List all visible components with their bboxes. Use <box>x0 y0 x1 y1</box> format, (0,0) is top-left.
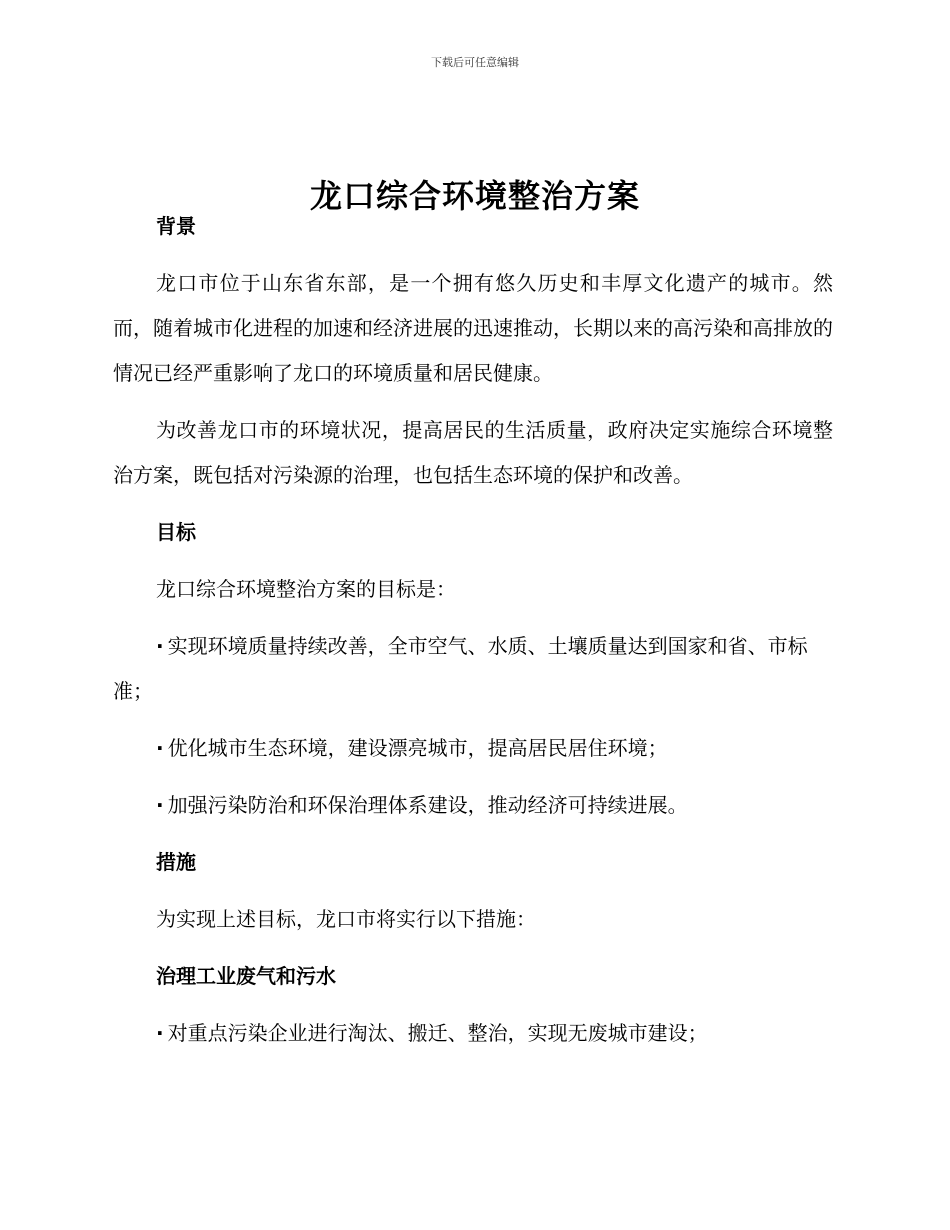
section-heading-measures: 措施 <box>156 850 196 874</box>
measure-bullet-text: 对重点污染企业进行淘汰、搬迁、整治，实现无废城市建设； <box>167 1021 708 1045</box>
bullet-symbol: · <box>156 793 164 817</box>
goal-bullet-text: 加强污染防治和环保治理体系建设，推动经济可持续进展。 <box>167 793 688 817</box>
goal-bullet-text: 实现环境质量持续改善，全市空气、水质、土壤质量达到国家和省、市标准； <box>113 634 808 703</box>
background-paragraph-1: 龙口市位于山东省东部，是一个拥有悠久历史和丰厚文化遗产的城市。然而，随着城市化进程的加速和经济进展的迅速推动，长期以来的高污染和高排放的情况已经严重影响了龙口的环境质量和居民健康。 <box>113 271 833 385</box>
goal-bullet-item <box>113 624 833 714</box>
measures-intro: 为实现上述目标，龙口市将实行以下措施： <box>156 907 536 931</box>
section-heading-background: 背景 <box>156 214 196 238</box>
bullet-symbol: · <box>156 736 164 760</box>
goal-bullet-text: 优化城市生态环境，建设漂亮城市，提高居民居住环境； <box>167 736 668 760</box>
goal-bullet-item <box>113 783 833 828</box>
subsection-heading-industrial: 治理工业废气和污水 <box>156 964 336 988</box>
goals-intro: 龙口综合环境整治方案的目标是： <box>156 577 456 601</box>
bullet-symbol: · <box>156 1021 164 1045</box>
document-body <box>113 204 833 1068</box>
section-heading-goals: 目标 <box>156 520 196 544</box>
background-paragraph-2: 为改善龙口市的环境状况，提高居民的生活质量，政府决定实施综合环境整治方案，既包括对污染源的治理，也包括生态环境的保护和改善。 <box>113 418 833 487</box>
document-title: 龙口综合环境整治方案 <box>309 177 640 216</box>
measure-bullet-item <box>113 1011 833 1056</box>
goal-bullet-item <box>113 726 833 771</box>
header-note: 下载后可任意编辑 <box>431 56 519 69</box>
bullet-symbol: · <box>156 634 164 658</box>
